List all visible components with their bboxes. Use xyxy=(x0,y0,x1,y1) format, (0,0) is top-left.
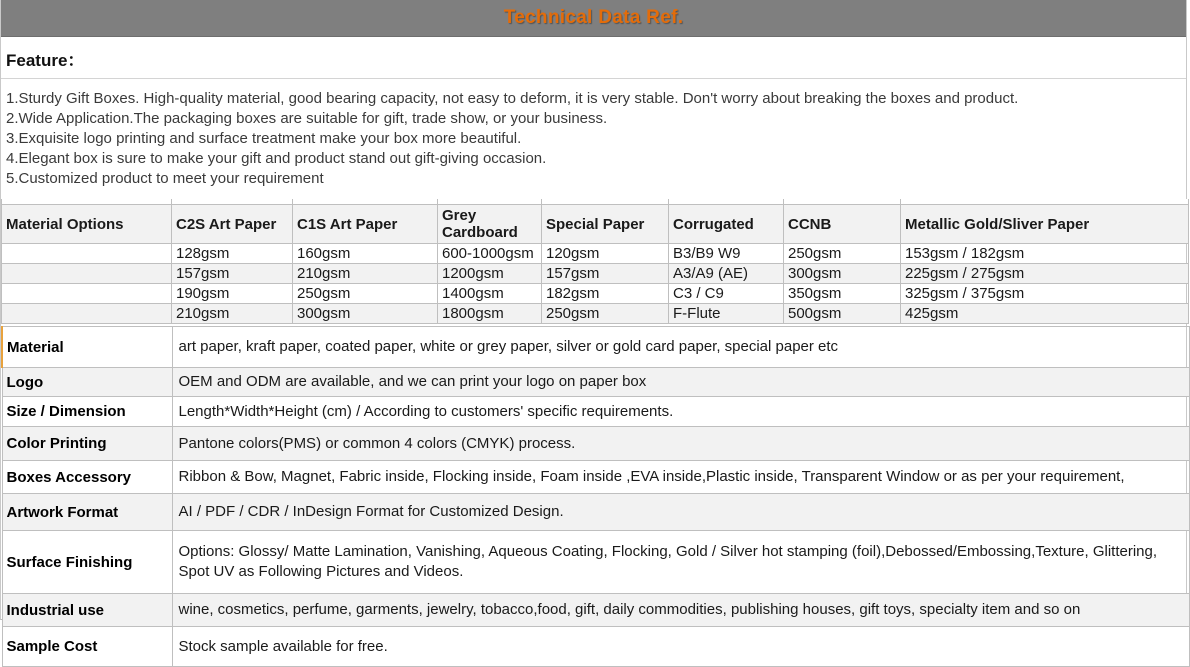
materials-cell: 300gsm xyxy=(293,304,438,324)
materials-cell: 157gsm xyxy=(172,264,293,284)
spec-table-body xyxy=(2,327,1189,667)
feature-list xyxy=(1,79,1186,195)
materials-table-body xyxy=(2,244,1189,324)
spec-label: Color Printing xyxy=(2,427,172,461)
materials-cell: 210gsm xyxy=(293,264,438,284)
feature-item: 3.Exquisite logo printing and surface treatment make your box more beautiful. xyxy=(6,130,522,147)
page-title: Technical Data Ref. xyxy=(503,7,684,28)
spec-row xyxy=(2,427,1189,461)
materials-cell: C3 / C9 xyxy=(669,284,784,304)
materials-cell: 1400gsm xyxy=(438,284,542,304)
feature-heading: Feature： xyxy=(1,37,1186,79)
feature-item: 2.Wide Application.The packaging boxes are suitable for gift, trade show, or your business. xyxy=(6,110,608,127)
spec-label: Size / Dimension xyxy=(2,397,172,427)
materials-cell: 500gsm xyxy=(784,304,901,324)
materials-row xyxy=(2,244,1189,264)
materials-cell: 1200gsm xyxy=(438,264,542,284)
materials-cell: 250gsm xyxy=(293,284,438,304)
materials-cell: 157gsm xyxy=(542,264,669,284)
materials-cell: 350gsm xyxy=(784,284,901,304)
materials-cell: 250gsm xyxy=(784,244,901,264)
spec-row xyxy=(2,327,1189,368)
feature-item: 5.Customized product to meet your requirement xyxy=(6,170,324,187)
spec-value: Pantone colors(PMS) or common 4 colors (CMYK) process. xyxy=(172,427,1189,461)
materials-cell xyxy=(2,264,172,284)
materials-cell xyxy=(2,244,172,264)
spec-label: Surface Finishing xyxy=(2,531,172,594)
materials-cell: 250gsm xyxy=(542,304,669,324)
spec-label: Boxes Accessory xyxy=(2,461,172,494)
materials-row xyxy=(2,264,1189,284)
materials-cell: 325gsm / 375gsm xyxy=(901,284,1189,304)
feature-item: 1.Sturdy Gift Boxes. High-quality material, good bearing capacity, not easy to deform, it is very stable. Don't worry about breaking the boxes and product. xyxy=(6,90,1019,107)
materials-header-cell: Material Options xyxy=(2,205,172,244)
materials-cell xyxy=(2,304,172,324)
spec-value: Ribbon & Bow, Magnet, Fabric inside, Flocking inside, Foam inside ,EVA inside,Plastic inside, Transparent Window or as per your requirement, xyxy=(172,461,1189,494)
materials-cell: 210gsm xyxy=(172,304,293,324)
materials-cell: 1800gsm xyxy=(438,304,542,324)
spec-value: Stock sample available for free. xyxy=(172,627,1189,667)
materials-row xyxy=(2,304,1189,324)
spec-value: Length*Width*Height (cm) / According to customers' specific requirements. xyxy=(172,397,1189,427)
spec-label: Artwork Format xyxy=(2,494,172,531)
spec-label: Sample Cost xyxy=(2,627,172,667)
spec-value: AI / PDF / CDR / InDesign Format for Customized Design. xyxy=(172,494,1189,531)
spec-row xyxy=(2,397,1189,427)
spec-label: Material xyxy=(2,327,172,368)
materials-cell: 153gsm / 182gsm xyxy=(901,244,1189,264)
spec-value: art paper, kraft paper, coated paper, white or grey paper, silver or gold card paper, special paper etc xyxy=(172,327,1189,368)
materials-cell: 160gsm xyxy=(293,244,438,264)
materials-cell: 128gsm xyxy=(172,244,293,264)
materials-cell xyxy=(2,284,172,304)
materials-cell: A3/A9 (AE) xyxy=(669,264,784,284)
spec-row xyxy=(2,627,1189,667)
materials-header-cell: C1S Art Paper xyxy=(293,205,438,244)
materials-header-cell: Grey Cardboard xyxy=(438,205,542,244)
spec-label: Industrial use xyxy=(2,594,172,627)
spec-label: Logo xyxy=(2,368,172,397)
spec-value: Options: Glossy/ Matte Lamination, Vanishing, Aqueous Coating, Flocking, Gold / Silver hot stamping (foil),Debossed/Embossing,Texture, Glittering, Spot UV as Following Pictures and Videos. xyxy=(172,531,1189,594)
materials-cell: 600-1000gsm xyxy=(438,244,542,264)
spec-row xyxy=(2,461,1189,494)
spec-row xyxy=(2,368,1189,397)
spec-value: wine, cosmetics, perfume, garments, jewelry, tobacco,food, gift, daily commodities, publishing houses, gift toys, specialty item and so on xyxy=(172,594,1189,627)
materials-table xyxy=(1,199,1189,324)
spec-row xyxy=(2,494,1189,531)
materials-cell: 425gsm xyxy=(901,304,1189,324)
materials-cell: 300gsm xyxy=(784,264,901,284)
materials-header-row xyxy=(2,205,1189,244)
materials-cell: B3/B9 W9 xyxy=(669,244,784,264)
materials-header-cell: Special Paper xyxy=(542,205,669,244)
spec-row xyxy=(2,531,1189,594)
feature-item: 4.Elegant box is sure to make your gift and product stand out gift-giving occasion. xyxy=(6,150,547,167)
materials-header-cell: CCNB xyxy=(784,205,901,244)
spec-table xyxy=(1,326,1190,667)
materials-cell: 182gsm xyxy=(542,284,669,304)
spec-value: OEM and ODM are available, and we can print your logo on paper box xyxy=(172,368,1189,397)
materials-cell: 120gsm xyxy=(542,244,669,264)
materials-cell: F-Flute xyxy=(669,304,784,324)
materials-cell: 225gsm / 275gsm xyxy=(901,264,1189,284)
materials-header-cell: C2S Art Paper xyxy=(172,205,293,244)
materials-row xyxy=(2,284,1189,304)
materials-header-cell: Corrugated xyxy=(669,205,784,244)
title-bar xyxy=(1,0,1186,37)
spec-row xyxy=(2,594,1189,627)
materials-cell: 190gsm xyxy=(172,284,293,304)
materials-header-cell: Metallic Gold/Sliver Paper xyxy=(901,205,1189,244)
